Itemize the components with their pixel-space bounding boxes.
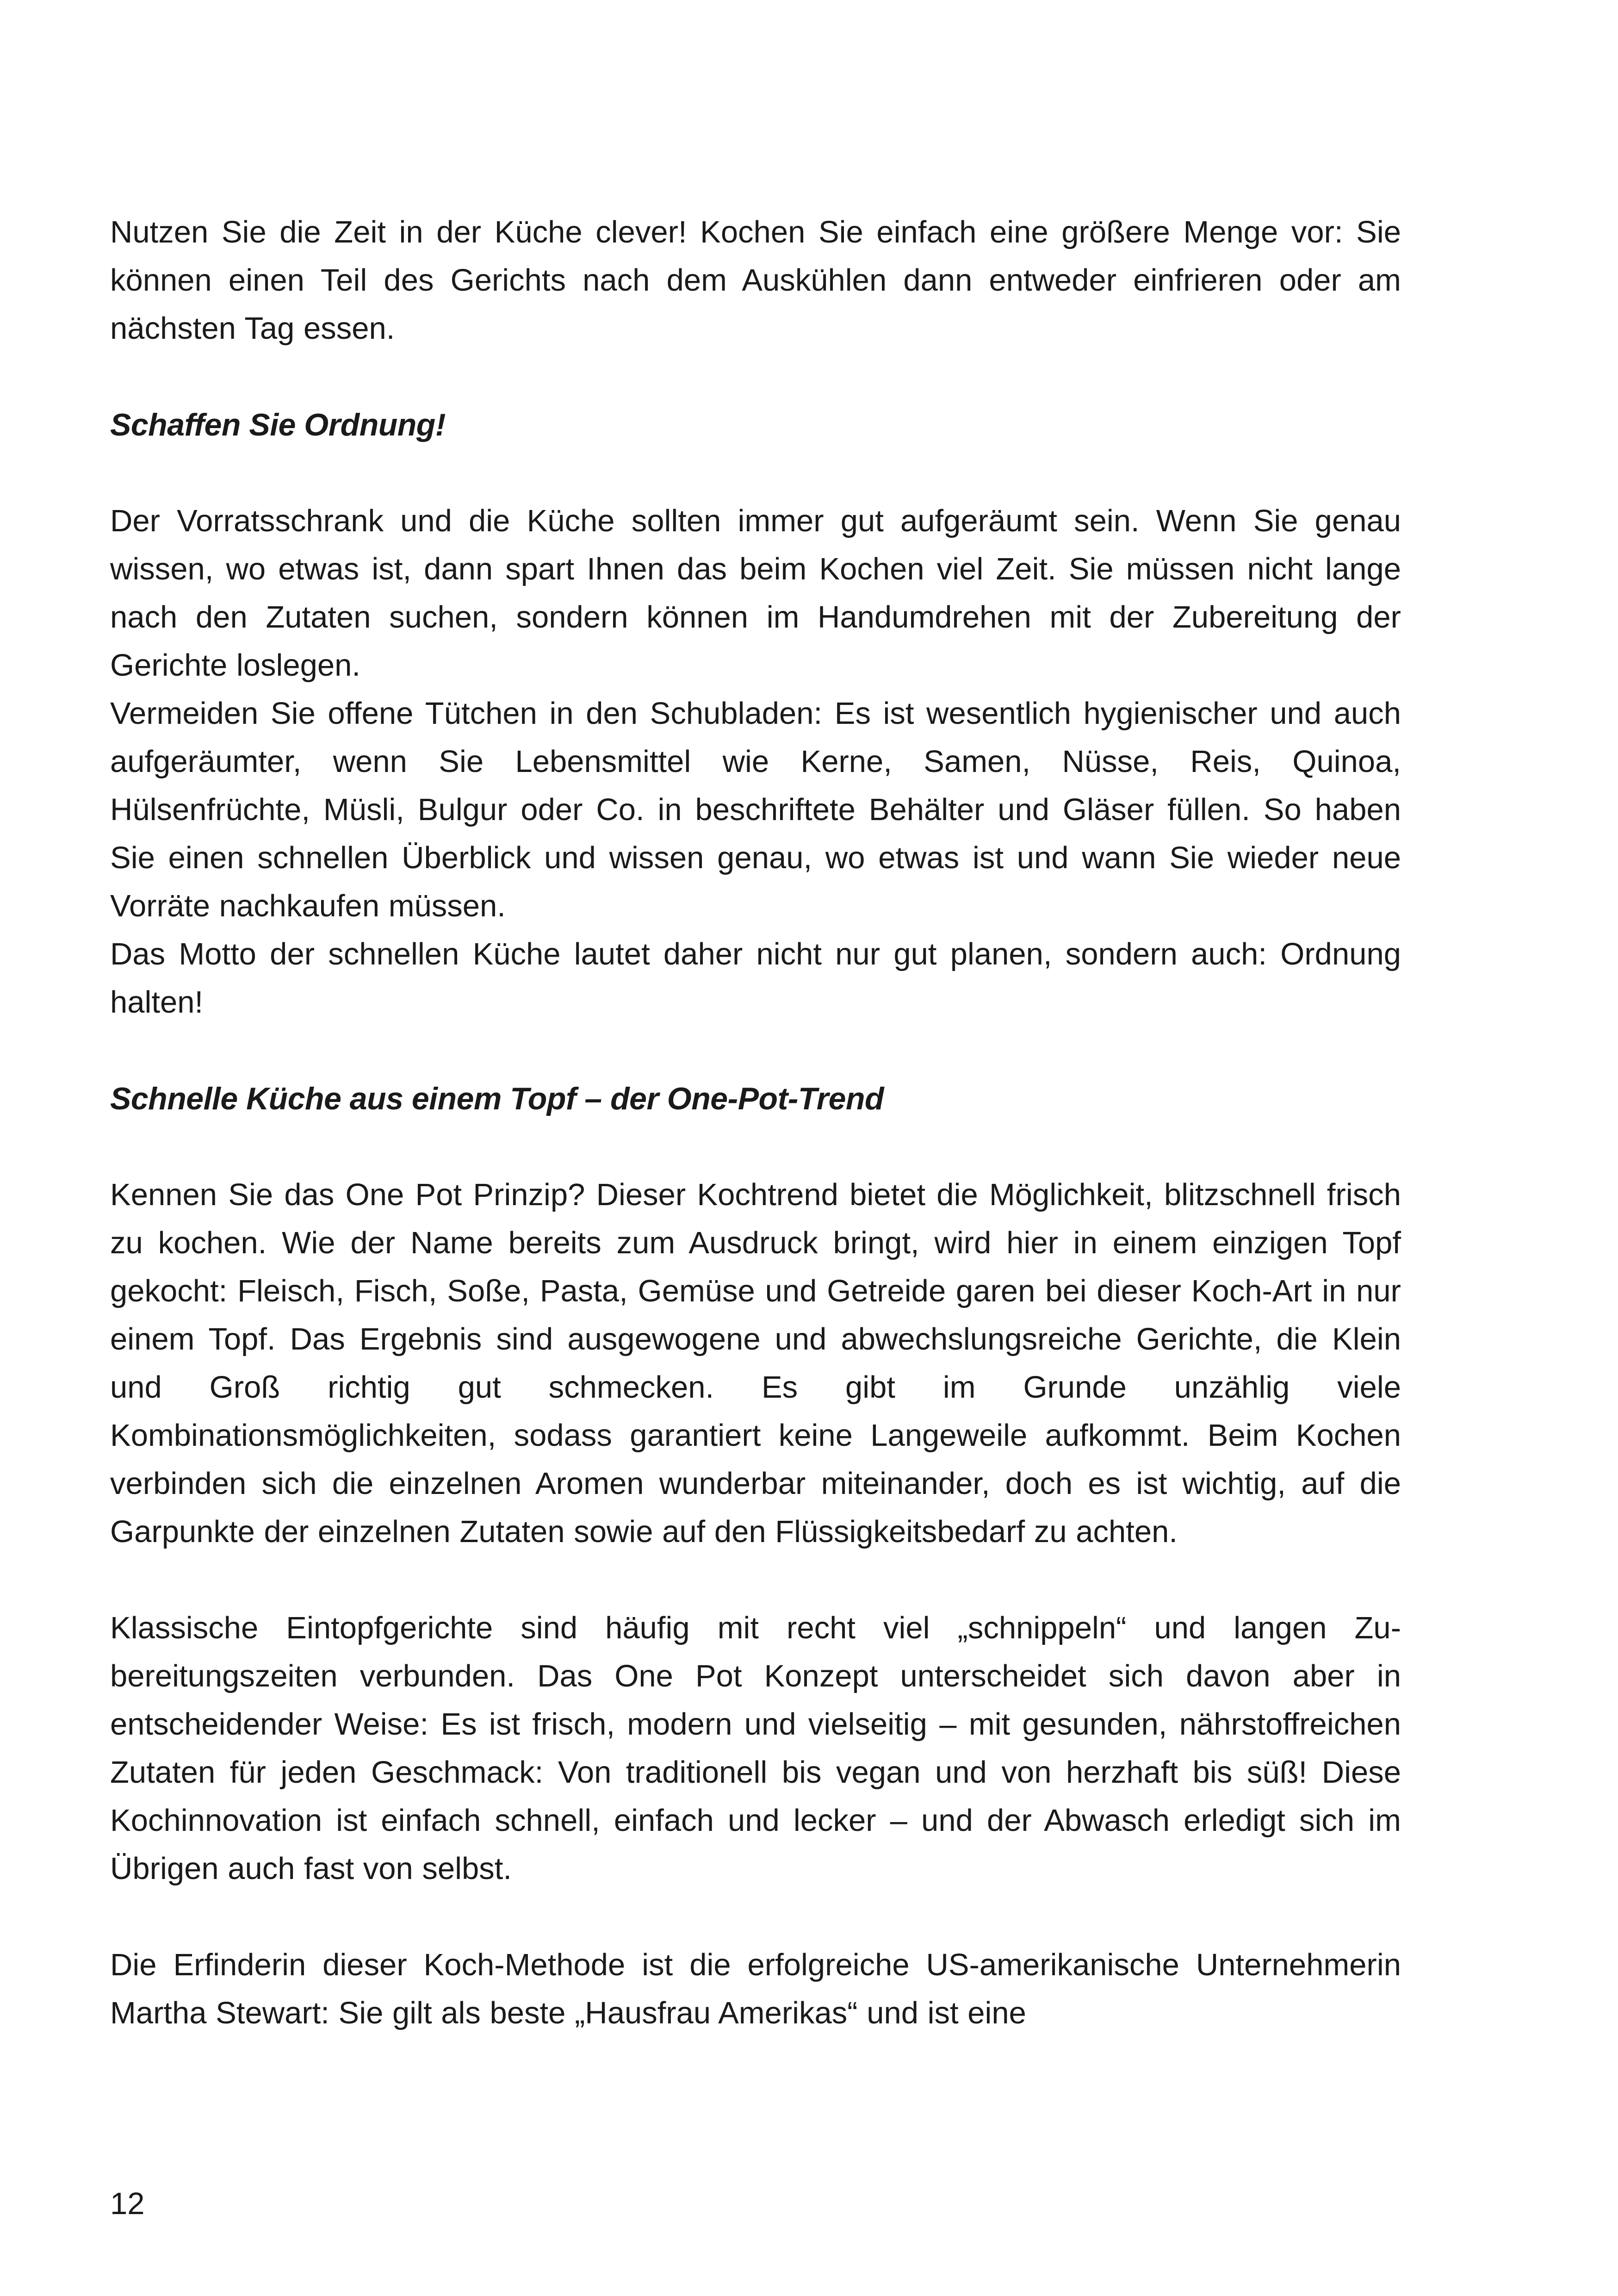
paragraph-onepot-3: Die Erfinderin dieser Koch-Methode ist die erfolgreiche US-amerikanische Unternehmerin Martha Stewart: Sie gilt als beste „Hausfrau Amerikas“ und ist eine [110, 1948, 1401, 2030]
page-number: 12 [110, 2186, 145, 2221]
paragraph-ordnung-3: Das Motto der schnellen Küche lautet daher nicht nur gut planen, sondern auch: Ordnung halten! [110, 937, 1401, 1020]
spacer [110, 1027, 1401, 1075]
spacer [110, 1893, 1401, 1941]
paragraph-intro: Nutzen Sie die Zeit in der Küche clever! Kochen Sie einfach eine größere Menge vor: Sie können einen Teil des Gerichts nach dem Auskühlen dann entweder einfrieren oder am nächsten Tag essen. [110, 215, 1401, 346]
paragraph-ordnung-1: Der Vorratsschrank und die Küche sollten immer gut aufgeräumt sein. Wenn Sie genau wissen, wo etwas ist, dann spart Ihnen das beim Kochen viel Zeit. Sie müssen nicht lange nach den Zutaten suchen, sondern können im Handumdrehen mit der Zubereitung der Gerichte loslegen. [110, 504, 1401, 683]
spacer [110, 1123, 1401, 1171]
spacer [110, 1556, 1401, 1604]
paragraph-ordnung-2: Vermeiden Sie offene Tütchen in den Schubladen: Es ist wesentlich hygienischer und auch aufgeräumter, wenn Sie Lebensmittel wie Kerne, Samen, Nüsse, Reis, Quinoa, Hülsenfrüchte, Müsli, Bulgur oder Co. in beschriftete Behälter und Gläser füllen. So haben Sie einen schnellen Überblick und wissen genau, wo etwas ist und wann Sie wieder neue Vorräte nachkaufen müssen. [110, 696, 1401, 923]
spacer [110, 449, 1401, 497]
paragraph-onepot-1: Kennen Sie das One Pot Prinzip? Dieser Kochtrend bietet die Möglichkeit, blitzschnell frisch zu kochen. Wie der Name bereits zum Ausdruck bringt, wird hier in einem einzigen Topf gekocht: Fleisch, Fisch, Soße, Pasta, Gemüse und Getreide garen bei dieser Koch-Art in nur einem Topf. Das Ergebnis sind ausgewogene und abwechslungsreiche Gerichte, die Klein und Groß richtig gut schmecken. Es gibt im Grunde unzählig viele Kombinationsmöglichkeiten, sodass garantiert keine Langeweile aufkommt. Beim Kochen verbinden sich die einzelnen Aromen wunderbar miteinander, doch es ist wichtig, auf die Garpunkte der einzelnen Zutaten sowie auf den Flüssigkeitsbedarf zu achten. [110, 1177, 1401, 1549]
paragraph-onepot-2: Klassische Eintopfgerichte sind häufig mit recht viel „schnippeln“ und langen Zubereitungszeiten verbunden. Das One Pot Konzept unterscheidet sich davon aber in entscheidender Weise: Es ist frisch, modern und vielseitig – mit gesunden, nährstoffreichen Zutaten für jeden Geschmack: Von traditionell bis vegan und von herzhaft bis süß! Diese Kochinnovation ist einfach schnell, einfach und lecker – und der Abwasch erledigt sich im Übrigen auch fast von selbst. [110, 1611, 1401, 1886]
body-text [110, 208, 1401, 2037]
heading-schaffen-sie-ordnung: Schaffen Sie Ordnung! [110, 407, 446, 442]
spacer [110, 353, 1401, 401]
heading-one-pot-trend: Schnelle Küche aus einem Topf – der One-Pot-Trend [110, 1081, 884, 1116]
